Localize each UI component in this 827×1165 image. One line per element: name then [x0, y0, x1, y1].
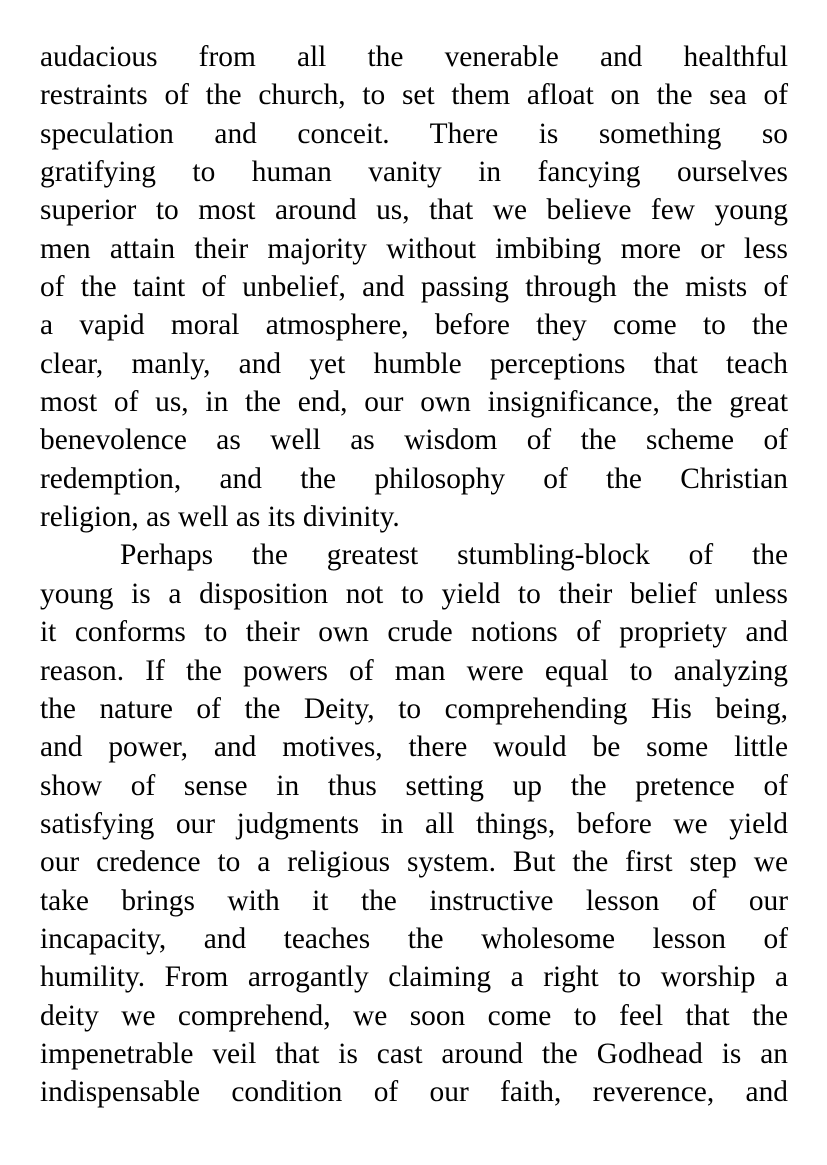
- text-line: reason. If the powers of man were equal to analyzing: [40, 654, 788, 687]
- paragraph-2: [40, 536, 788, 1111]
- text-line: young is a disposition not to yield to their belief unless: [40, 577, 788, 610]
- text-line: satisfying our judgments in all things, before we yield: [40, 807, 788, 840]
- text-line: the nature of the Deity, to comprehending His being,: [40, 692, 788, 725]
- text-line: and power, and motives, there would be some little: [40, 731, 788, 764]
- text-line: benevolence as well as wisdom of the scheme of: [40, 424, 788, 457]
- text-line: most of us, in the end, our own insignificance, the great: [40, 386, 788, 419]
- text-line: show of sense in thus setting up the pretence of: [40, 769, 788, 802]
- document-page: [40, 38, 788, 1112]
- text-line: our credence to a religious system. But the first step we: [40, 846, 788, 879]
- text-line: impenetrable veil that is cast around the Godhead is an: [40, 1037, 788, 1070]
- text-line: Perhaps the greatest stumbling-block of the: [120, 539, 788, 572]
- text-line: restraints of the church, to set them afloat on the sea of: [40, 79, 788, 112]
- text-line: gratifying to human vanity in fancying ourselves: [40, 156, 788, 189]
- text-line: clear, manly, and yet humble perceptions that teach: [40, 347, 788, 380]
- paragraph-1: [40, 38, 788, 536]
- text-line: take brings with it the instructive lesson of our: [40, 884, 788, 917]
- text-line: redemption, and the philosophy of the Christian: [40, 462, 788, 495]
- text-line: incapacity, and teaches the wholesome lesson of: [40, 922, 788, 955]
- text-line: religion, as well as its divinity.: [40, 501, 400, 534]
- text-line: humility. From arrogantly claiming a right to worship a: [40, 961, 788, 994]
- text-line: audacious from all the venerable and healthful: [40, 41, 788, 73]
- text-line: superior to most around us, that we believe few young: [40, 194, 788, 227]
- text-line: of the taint of unbelief, and passing through the mists of: [40, 271, 788, 304]
- text-line: indispensable condition of our faith, reverence, and: [40, 1076, 788, 1109]
- text-line: it conforms to their own crude notions of propriety and: [40, 616, 788, 649]
- text-line: deity we comprehend, we soon come to feel that the: [40, 999, 788, 1032]
- text-line: speculation and conceit. There is something so: [40, 117, 788, 150]
- text-line: men attain their majority without imbibing more or less: [40, 232, 788, 265]
- text-line: a vapid moral atmosphere, before they come to the: [40, 309, 788, 342]
